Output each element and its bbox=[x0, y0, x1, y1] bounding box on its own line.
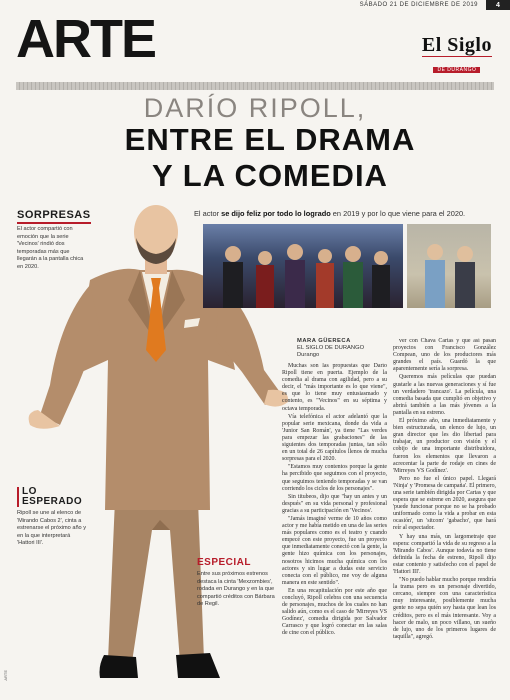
issue-date: SÁBADO 21 DE DICIEMBRE DE 2019 bbox=[359, 2, 478, 8]
dateline-place: Durango bbox=[297, 352, 320, 358]
headline-line-1: DARÍO RIPOLL, bbox=[143, 93, 367, 123]
paragraph: Pero no fue el único papel. Llegará 'Ninja' y 'Promesa de campaña'. El primero, una serie también dirigida por Cartas y que espera que se estrene en 2020, asegura que 'puede funcionar porque no se ha probado uniformado como la vida a probar en esta ocasión', un 'sitcom' 'gabacho', que hará reír al espectador. bbox=[393, 475, 496, 532]
especial-box bbox=[197, 557, 279, 609]
article-column-2 bbox=[393, 338, 496, 698]
paragraph: Sin titubeos, dijo que "hay un antes y un después" en su vida personal y profesional gracias a su participación en 'Vecinos'. bbox=[282, 493, 387, 514]
deck-part-2: se dijo feliz por todo lo logrado bbox=[221, 209, 331, 218]
date-bar bbox=[360, 0, 510, 10]
article-column-1 bbox=[282, 363, 387, 698]
paragraph: "Estamos muy contentos porque la gente ha percibido que seguimos con el proyecto, que seguimos teniendo temporadas y se van corriendo los ciclos de los personajes". bbox=[282, 464, 387, 492]
especial-label: ESPECIAL bbox=[197, 557, 252, 568]
paragraph: Queremos más películas que puedan gustarle a las nuevas generaciones y sí fue un verdadero 'trancazo'. La película, una comedia basada que cumplió en objetivo y abrirá también a las más jóvenes a la pantalla en su estreno. bbox=[393, 374, 496, 416]
esperado-label-line-2: ESPERADO bbox=[22, 496, 83, 507]
esperado-text: Ripoll se une al elenco de 'Mirando Cabos 2', cinta a estrenarse el próximo año y en la que interpretará 'Hattori III'. bbox=[17, 510, 87, 546]
paragraph: El próximo año, una inmediatamente y bien estructurada, un elenco de lujo, un gran director que les dio libertad para trabajar, un productor con visión y el cobijo de una importante distribuidora, fueron los elementos que llevaron a acrecentar la parte de rodaje en cines de 'Mirreyes VS Godínez'. bbox=[393, 418, 496, 474]
paragraph: ver con Chava Cartas y que así pasan proyectos con Francisco González Compean, uno de los productores más grandes el país. Guardó la que aparentemente sería la sorpresa. bbox=[393, 338, 496, 373]
logo-rule bbox=[422, 56, 492, 58]
cast-group-photo bbox=[203, 224, 403, 308]
author-name: MARA GÜERECA bbox=[297, 338, 351, 344]
sorpresas-box bbox=[17, 205, 91, 271]
logo-name: El Siglo bbox=[421, 34, 492, 56]
cast-photo bbox=[203, 224, 491, 308]
headline-line-2: ENTRE EL DRAMA bbox=[124, 122, 416, 157]
logo-subtitle: DE DURANGO bbox=[433, 67, 480, 73]
newspaper-logo bbox=[422, 35, 492, 76]
byline bbox=[297, 338, 387, 359]
deck-part-1: El actor bbox=[194, 209, 222, 218]
paragraph: Y hay una más, un largometraje que espera: compartió la vida de su regreso a la 'Mirando Cabos'. Aunque todavía no tiene definida la fecha de estreno, Ripoll dijo estar contento y satisfecho con el papel de 'Hattori III'. bbox=[393, 533, 496, 575]
deck-part-3: en 2019 y por lo que viene para el 2020. bbox=[330, 209, 466, 218]
esperado-label-line-1: LO bbox=[22, 486, 37, 497]
sorpresas-text: El actor compartió con emoción que la serie 'Vecinos' rindió dos temporadas más que llegarán a la pantalla chica en 2020. bbox=[17, 226, 84, 270]
especial-text: Entre sus próximos estrenos destaca la cinta 'Mexzombies', rodada en Durango y en la que compartió créditos con Bárbara de Regil. bbox=[197, 571, 275, 607]
paragraph: Vía telefónica el actor adelantó que la popular serie mexicana, donde da vida a 'Junior San Román', ya tiene "Las verdes para empezar las grabaciones" de las siguientes dos temporadas juntas, tan sólo en un total de 26 capítulos llenos de mucha sorpresas para el 2020. bbox=[282, 413, 387, 463]
header-rule bbox=[16, 82, 494, 90]
section-side-tag: ARTE bbox=[3, 670, 8, 681]
author-outlet: EL SIGLO DE DURANGO bbox=[297, 345, 365, 351]
section-title: ARTE bbox=[16, 9, 155, 69]
paragraph: Muchas son las propuestas que Darío Ripoll tiene en puerta. Ejemplo de la comedia al drama con agilidad, pero a su decir, el "más importante es lo que viene", es que lo tiene muy entusiasmado y contento, es "Vecinos" en su séptima y octava temporada. bbox=[282, 363, 387, 412]
portrait-silhouettes bbox=[407, 224, 491, 308]
paragraph: "Jamás imaginé verme de 10 años como actor y me había metido en una de las series más populares como es el teatro y cuando empecé con este proyecto, fue un proyecto que inmediatamente conectó con la gente, la gente hizo química con los personajes, nosotros hicimos mucha química con los actores y sin lugar a dudas este servicio conecta con el público, me voy de alguna manera en este sentido". bbox=[282, 515, 387, 586]
esperado-label bbox=[17, 487, 89, 507]
paragraph: "No puedo hablar mucho porque rendiría la trama pero es un personaje divertido, cercano, siempre con una característica muy interesante, posiblemente mucha gente no sepa quién soy hasta que lean los créditos, pero es el más interesante. Voy a hacer de malo, un poco villano, un sueño de lujo, uno de los primeros lugares de taquilla", agregó. bbox=[393, 577, 496, 640]
esperado-box bbox=[17, 487, 89, 548]
paragraph: En una recapitulación por este año que concluyó, Ripoll celebra con una secuencia de personajes, muchos de los cuales no han salido aún, como es el caso de 'Mirreyes VS Godínez', comedia dirigida por Salvador Carrasco y que logró conectar en las salas de cine con el público. bbox=[282, 587, 387, 637]
sorpresas-label: SORPRESAS bbox=[17, 209, 91, 224]
headline-line-3: Y LA COMEDIA bbox=[152, 158, 388, 193]
actor-portrait-photo bbox=[407, 224, 491, 308]
page-number: 4 bbox=[486, 0, 510, 10]
cast-group-silhouettes bbox=[203, 224, 403, 308]
